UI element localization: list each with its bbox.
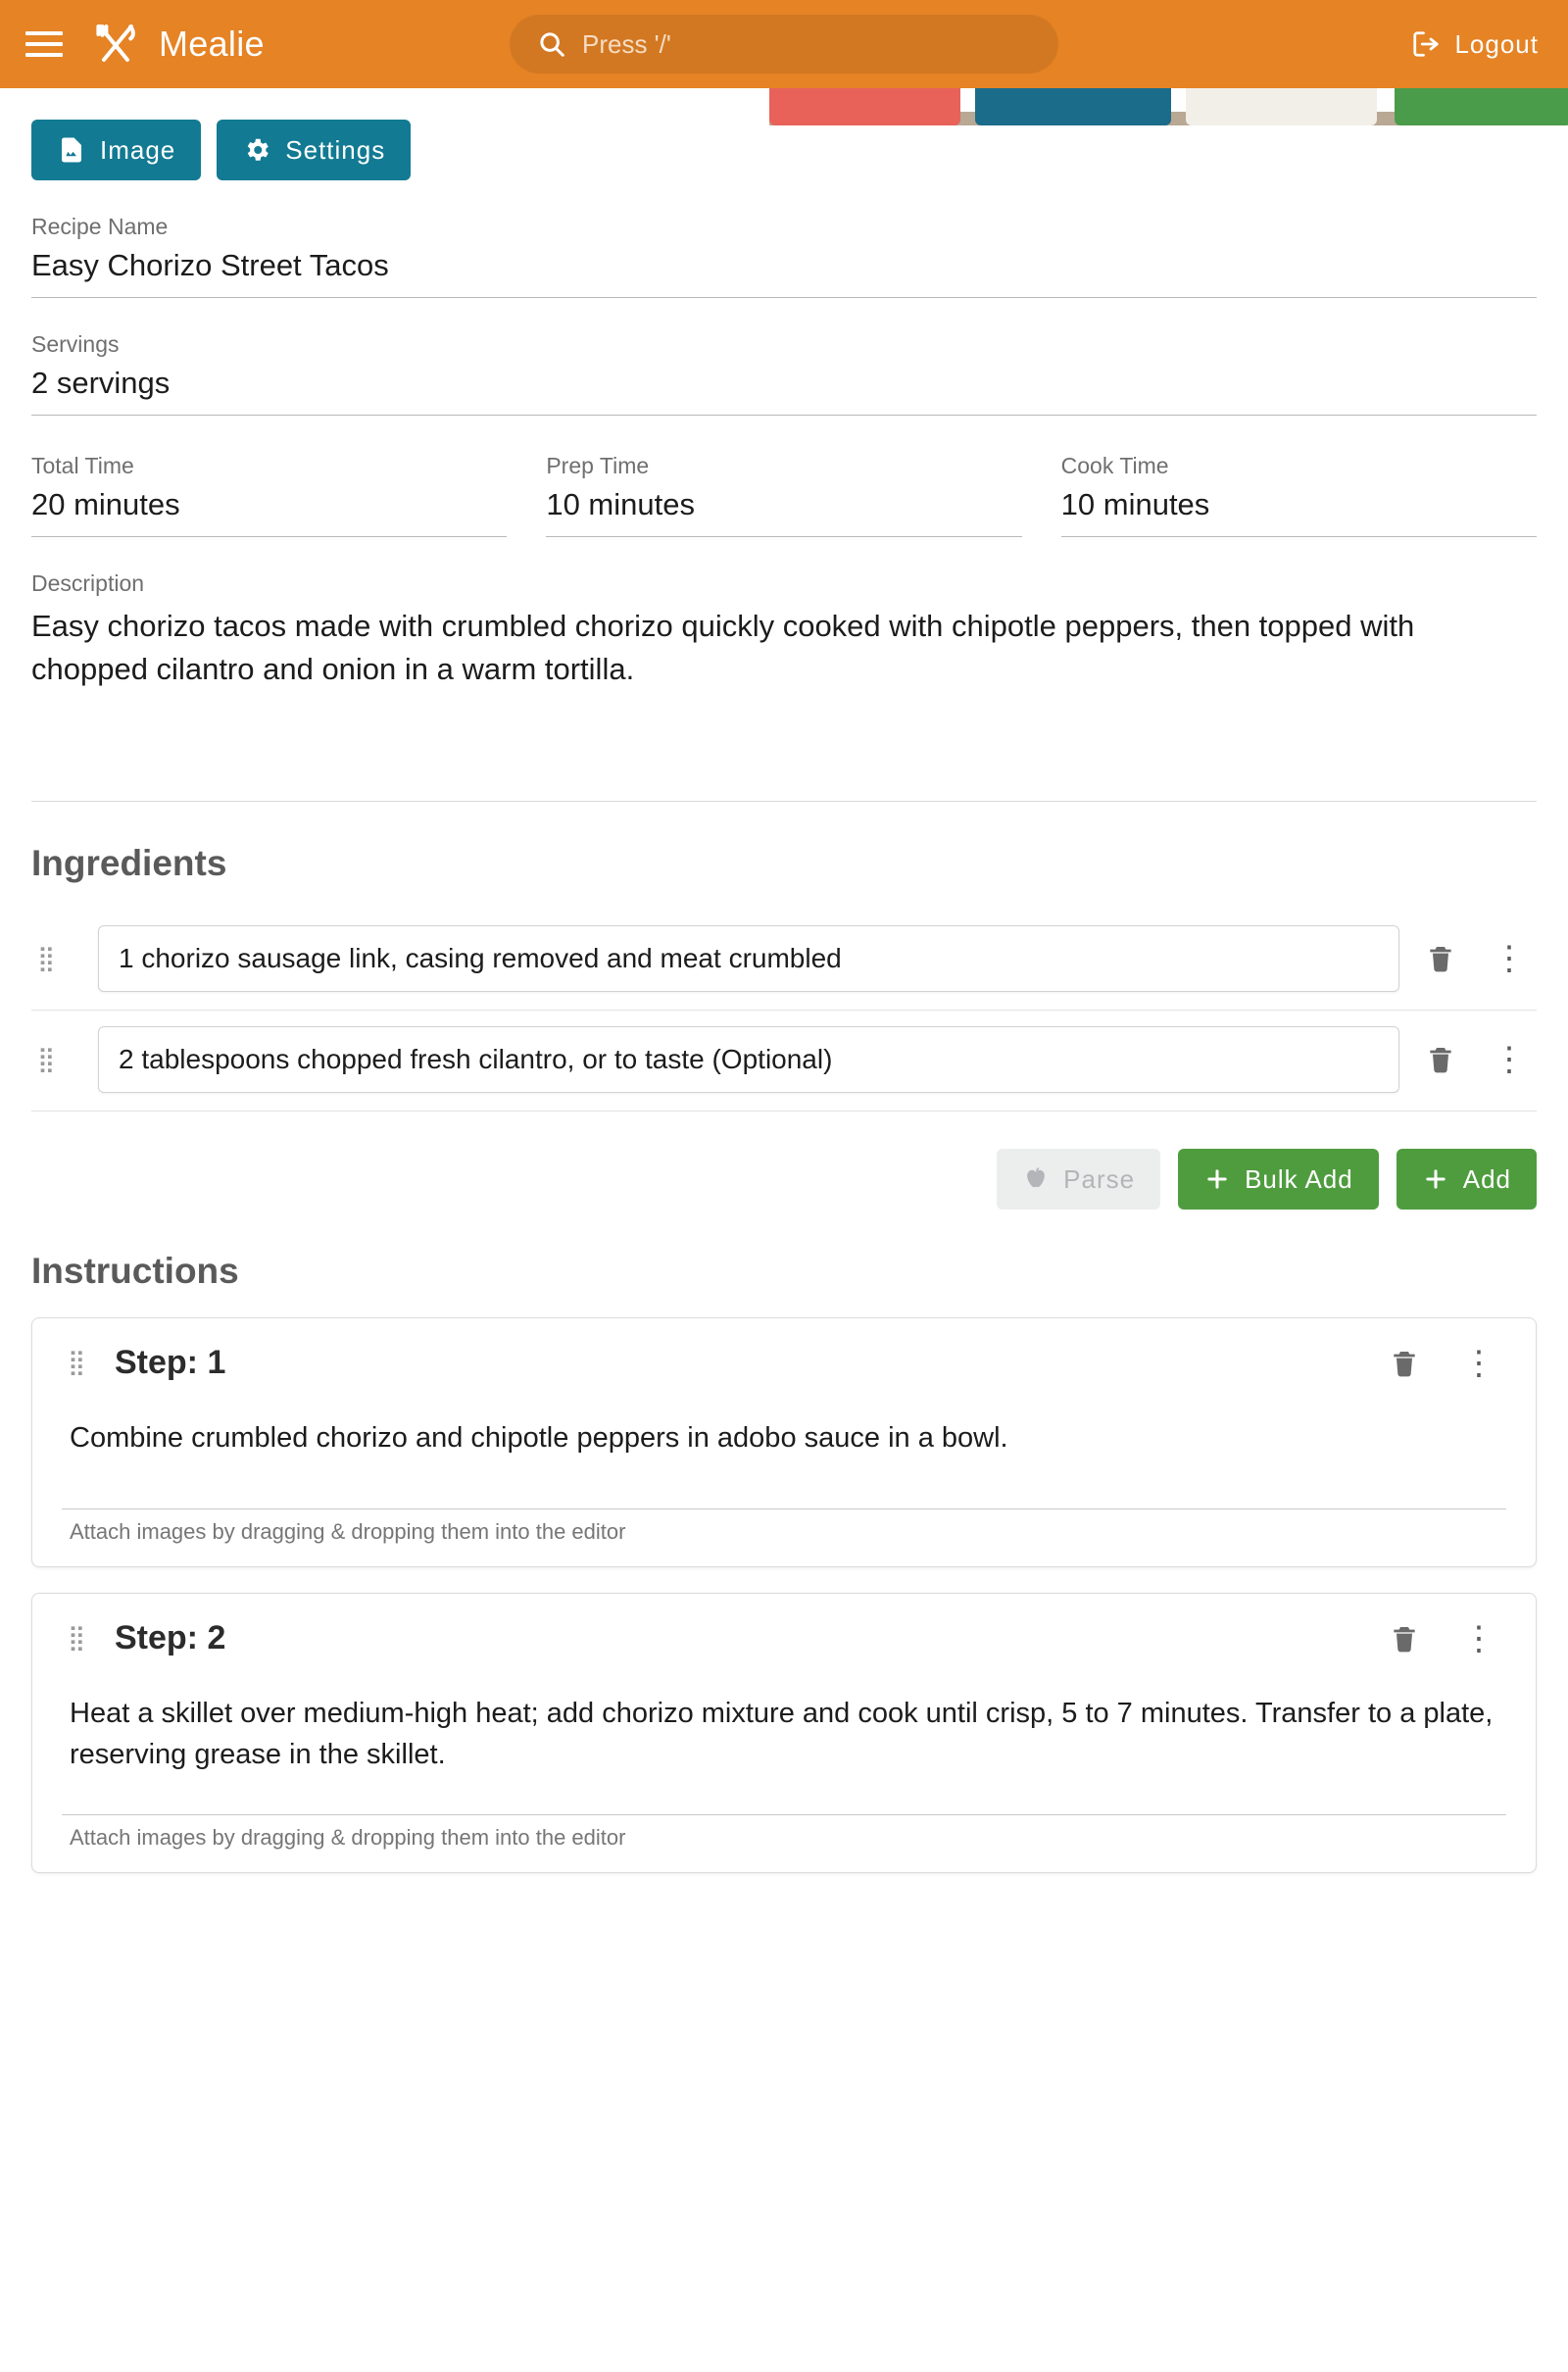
trash-icon[interactable]	[1377, 1348, 1432, 1379]
editor-content	[0, 88, 1568, 1873]
ingredient-row	[31, 910, 1537, 1011]
trash-icon[interactable]	[1413, 943, 1468, 974]
description-field[interactable]	[31, 570, 1537, 781]
prep-time-field[interactable]	[546, 453, 1021, 537]
settings-button-label: Settings	[285, 134, 386, 165]
total-time-label: Total Time	[31, 453, 134, 478]
recipe-hero-image	[769, 88, 1568, 125]
image-file-icon	[57, 135, 86, 165]
recipe-name-field[interactable]	[31, 214, 1537, 298]
drag-handle-icon[interactable]: ⣿	[68, 1624, 87, 1652]
servings-label: Servings	[31, 331, 120, 357]
instructions-heading: Instructions	[31, 1251, 239, 1291]
image-button[interactable]	[31, 120, 201, 180]
bulk-add-button[interactable]	[1178, 1149, 1379, 1210]
drag-handle-icon[interactable]: ⣿	[37, 944, 57, 972]
instruction-step-header	[62, 1619, 1506, 1657]
ingredient-actions	[31, 1149, 1537, 1210]
fork-knife-logo-icon	[90, 19, 141, 70]
cook-time-field[interactable]	[1061, 453, 1537, 537]
prep-time-label: Prep Time	[546, 453, 650, 478]
ingredients-heading: Ingredients	[31, 843, 227, 883]
drag-handle-icon[interactable]: ⣿	[68, 1349, 87, 1376]
plus-icon	[1203, 1165, 1231, 1193]
attach-images-hint: Attach images by dragging & dropping them into the editor	[70, 1825, 626, 1851]
logout-icon	[1411, 29, 1441, 59]
parse-button-label: Parse	[1063, 1163, 1136, 1194]
ingredient-input[interactable]: 1 chorizo sausage link, casing removed and meat crumbled	[98, 925, 1399, 992]
section-divider	[31, 801, 1537, 802]
total-time-field[interactable]	[31, 453, 507, 537]
logout-label: Logout	[1454, 28, 1539, 59]
times-row	[31, 453, 1537, 537]
search-input[interactable]	[510, 15, 1058, 74]
gear-icon	[242, 135, 271, 165]
drag-handle-icon[interactable]: ⣿	[37, 1045, 57, 1073]
ingredient-row	[31, 1011, 1537, 1112]
attach-images-hint: Attach images by dragging & dropping them into the editor	[70, 1519, 626, 1544]
servings-field[interactable]	[31, 331, 1537, 416]
recipe-name-label: Recipe Name	[31, 214, 169, 239]
search-icon	[537, 29, 566, 59]
prep-time-input[interactable]: 10 minutes	[546, 487, 1021, 537]
description-input[interactable]: Easy chorizo tacos made with crumbled chorizo quickly cooked with chipotle peppers, then topped with chopped cilantro and onion in a warm tortilla.	[31, 609, 1415, 687]
vertical-dots-icon[interactable]: ⋮	[1462, 1619, 1495, 1657]
cook-time-input[interactable]: 10 minutes	[1061, 487, 1537, 537]
logout-button[interactable]	[1411, 29, 1539, 60]
vertical-dots-icon[interactable]: ⋮	[1462, 1344, 1495, 1382]
trash-icon[interactable]	[1413, 1044, 1468, 1075]
add-ingredient-button-label: Add	[1462, 1163, 1511, 1194]
servings-input[interactable]: 2 servings	[31, 366, 1537, 416]
bulk-add-button-label: Bulk Add	[1245, 1163, 1353, 1194]
add-ingredient-button[interactable]	[1396, 1149, 1537, 1210]
hamburger-menu-icon[interactable]	[25, 23, 69, 66]
image-button-label: Image	[100, 134, 176, 165]
app-header	[0, 0, 1568, 88]
instruction-step-card	[31, 1593, 1537, 1873]
food-apple-icon	[1022, 1165, 1050, 1193]
recipe-name-input[interactable]: Easy Chorizo Street Tacos	[31, 248, 1537, 298]
plus-icon	[1422, 1165, 1449, 1193]
instruction-step-header	[62, 1344, 1506, 1382]
instruction-step-text[interactable]: Heat a skillet over medium-high heat; add chorizo mixture and cook until crisp, 5 to 7 minutes. Transfer to a plate, reserving grease in the skillet.	[62, 1657, 1506, 1815]
instruction-step-card	[31, 1317, 1537, 1567]
app-title: Mealie	[159, 24, 265, 64]
parse-button[interactable]	[997, 1149, 1160, 1210]
ingredient-input[interactable]: 2 tablespoons chopped fresh cilantro, or to taste (Optional)	[98, 1026, 1399, 1093]
search-placeholder: Press '/'	[582, 28, 671, 59]
settings-button[interactable]	[217, 120, 411, 180]
cook-time-label: Cook Time	[1060, 453, 1169, 478]
instruction-step-title: Step: 2	[115, 1619, 226, 1656]
trash-icon[interactable]	[1377, 1623, 1432, 1655]
instruction-step-text[interactable]: Combine crumbled chorizo and chipotle peppers in adobo sauce in a bowl.	[62, 1382, 1506, 1509]
vertical-dots-icon[interactable]: ⋮	[1493, 1041, 1526, 1078]
total-time-input[interactable]: 20 minutes	[31, 487, 507, 537]
description-label: Description	[31, 570, 145, 596]
vertical-dots-icon[interactable]: ⋮	[1493, 940, 1526, 977]
instruction-step-title: Step: 1	[115, 1344, 226, 1381]
